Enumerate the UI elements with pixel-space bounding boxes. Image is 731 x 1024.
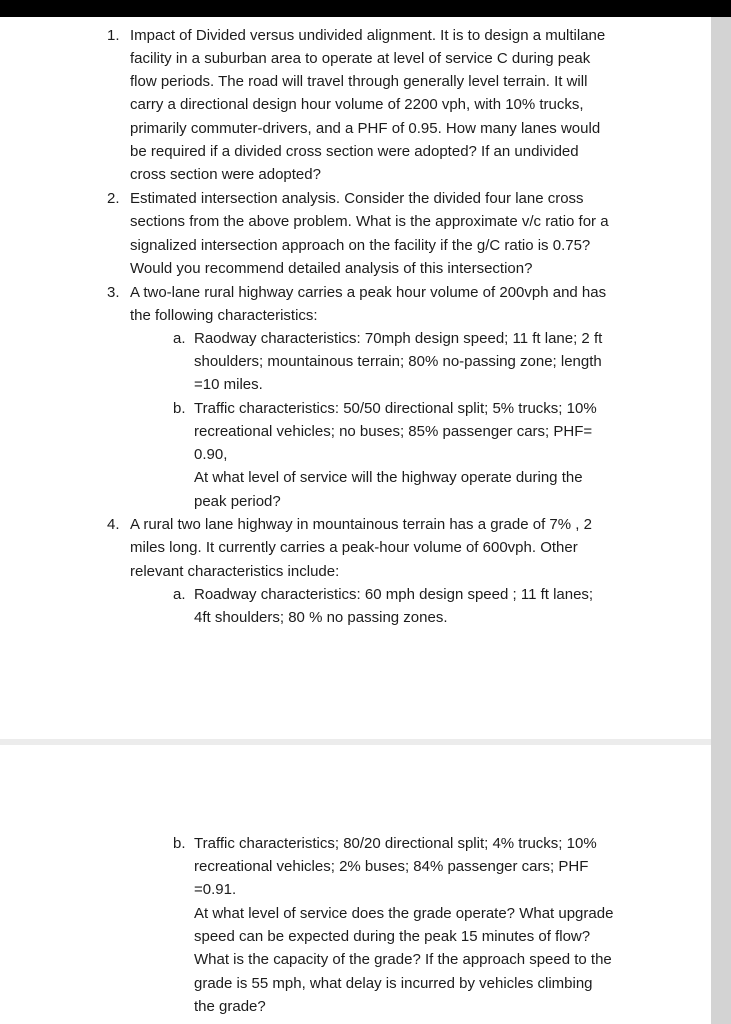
question-3-line: A two-lane rural highway carries a peak hour volume of 200vph and has (130, 284, 607, 301)
question-3a-line: shoulders; mountainous terrain; 80% no-passing zone; length (194, 353, 602, 370)
question-1-line: Impact of Divided versus undivided alignment. It is to design a multilane (130, 27, 606, 44)
question-4-line: miles long. It currently carries a peak-hour volume of 600vph. Other (130, 539, 578, 556)
question-1-line: cross section were adopted? (130, 166, 321, 183)
question-4b-line: the grade? (194, 998, 266, 1015)
question-2-line: signalized intersection approach on the facility if the g/C ratio is 0.75? (130, 237, 591, 254)
question-4b-line: =0.91. (194, 881, 237, 898)
subitem-label: b. (173, 400, 186, 417)
question-4a-line: Roadway characteristics: 60 mph design speed ; 11 ft lanes; (194, 586, 594, 603)
subitem-label: a. (173, 586, 186, 603)
question-1-line: primarily commuter-drivers, and a PHF of 0.95. How many lanes would (130, 120, 601, 137)
question-1-line: facility in a suburban area to operate at level of service C during peak (130, 50, 591, 67)
question-1-line: be required if a divided cross section were adopted? If an undivided (130, 143, 579, 160)
question-4a-line: 4ft shoulders; 80 % no passing zones. (194, 609, 448, 626)
question-number: 2. (107, 190, 120, 207)
question-4-line: A rural two lane highway in mountainous terrain has a grade of 7% , 2 (130, 516, 592, 533)
question-3b-line: recreational vehicles; no buses; 85% passenger cars; PHF= (194, 423, 593, 440)
scrollbar-track[interactable] (711, 17, 731, 1024)
question-number: 1. (107, 27, 120, 44)
top-bar (0, 0, 731, 17)
question-3b-line: Traffic characteristics: 50/50 directional split; 5% trucks; 10% (194, 400, 597, 417)
question-4b-line: recreational vehicles; 2% buses; 84% passenger cars; PHF (194, 858, 589, 875)
question-2-line: sections from the above problem. What is the approximate v/c ratio for a (130, 213, 609, 230)
question-number: 4. (107, 516, 120, 533)
subitem-label: a. (173, 330, 186, 347)
question-3b-line: 0.90, (194, 446, 228, 463)
question-2-line: Estimated intersection analysis. Consider the divided four lane cross (130, 190, 584, 207)
question-3-line: the following characteristics: (130, 307, 318, 324)
question-4b-line: What is the capacity of the grade? If the approach speed to the (194, 951, 612, 968)
subitem-label: b. (173, 835, 186, 852)
question-2-line: Would you recommend detailed analysis of this intersection? (130, 260, 533, 277)
question-3b-line: peak period? (194, 493, 281, 510)
question-4b-line: At what level of service does the grade operate? What upgrade (194, 905, 614, 922)
question-3a-line: Raodway characteristics: 70mph design speed; 11 ft lane; 2 ft (194, 330, 603, 347)
question-4b-line: grade is 55 mph, what delay is incurred by vehicles climbing (194, 975, 593, 992)
question-4b-line: Traffic characteristics; 80/20 directional split; 4% trucks; 10% (194, 835, 597, 852)
question-3b-line: At what level of service will the highway operate during the (194, 469, 583, 486)
question-3a-line: =10 miles. (194, 376, 263, 393)
question-1-line: carry a directional design hour volume of 2200 vph, with 10% trucks, (130, 96, 584, 113)
question-1-line: flow periods. The road will travel through generally level terrain. It will (130, 73, 588, 90)
question-4-line: relevant characteristics include: (130, 563, 340, 580)
question-4b-line: speed can be expected during the peak 15 minutes of flow? (194, 928, 591, 945)
question-number: 3. (107, 284, 120, 301)
